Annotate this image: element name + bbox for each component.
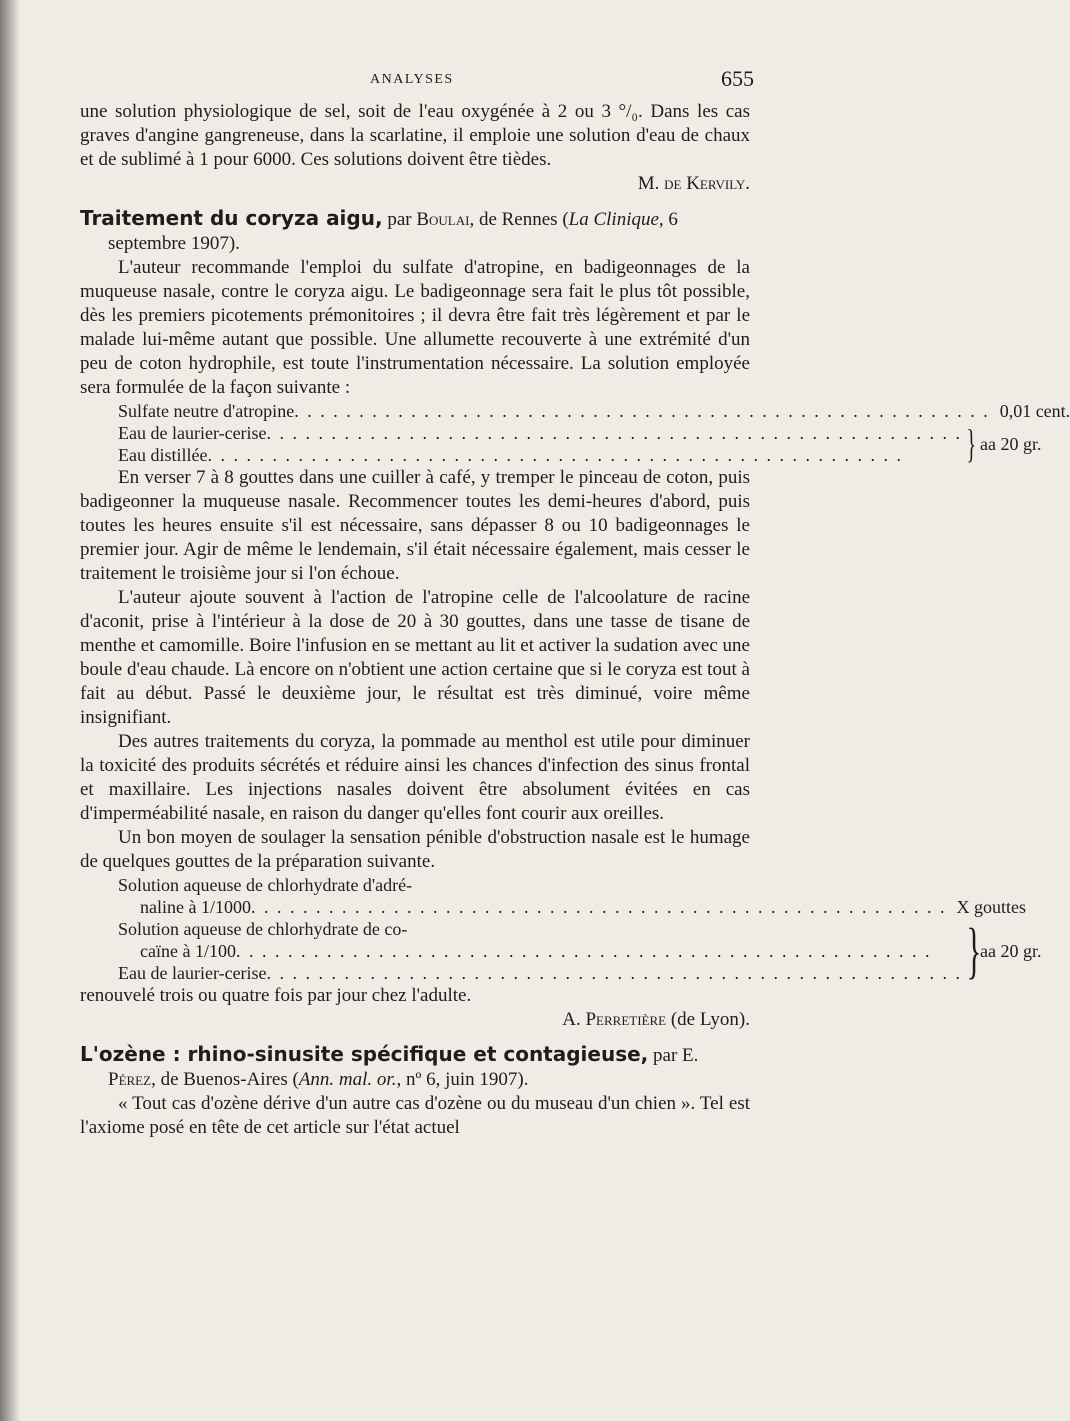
leader-dots	[251, 896, 947, 918]
ingredient-quantity: aa 20 gr.	[980, 941, 1042, 961]
paragraph: Un bon moyen de soulager la sensation pénible d'obstruction nasale est le humage de quelques gouttes de la préparation suivante.	[80, 827, 750, 872]
brace: }	[966, 917, 982, 985]
heading-date: , 6 septembre 1907).	[108, 209, 678, 254]
article-title: Traitement du coryza aigu,	[80, 206, 383, 230]
signature-kervily: M. de Kervily.	[637, 173, 750, 194]
prescription-line	[118, 896, 1026, 918]
ingredient-quantity: aa 20 gr.	[980, 434, 1042, 454]
paragraph: En verser 7 à 8 gouttes dans une cuiller à café, y tremper le pinceau de coton, puis badigeonner la muqueuse nasale. Recommencer toutes les demi-heures d'abord, puis toutes les heures ensuite s'il est nécessaire, sans dépasser 8 ou 10 badigeonnages le premier jour. Agir de même le lendemain, s'il était nécessaire également, mais cesser le traitement le troisième jour si l'on échoue.	[80, 467, 750, 584]
journal-name: La Clinique	[568, 209, 659, 230]
ingredient-name: Eau de laurier-cerise	[118, 423, 267, 443]
paragraph: L'auteur ajoute souvent à l'action de l'atropine celle de l'alcoolature de racine d'aconit, prise à l'intérieur à la dose de 20 à 30 gouttes, dans une tasse de tisane de menthe et camomille. Boire l'infusion en se mettant au lit et activer la sudation avec une boule d'eau chaude. Là encore on n'obtient une action certaine que si le coryza est tout à fait au début. Passé le deuxième jour, le résultat est très diminué, voire même insignifiant.	[80, 587, 750, 728]
prescription-group	[118, 917, 1042, 985]
leader-dots	[267, 422, 963, 444]
book-page	[80, 60, 1070, 1140]
article-author: Boulai	[416, 209, 470, 230]
prescription-group	[118, 421, 1042, 466]
heading-origin: , de Rennes (	[469, 209, 569, 230]
ingredient-name: Sulfate neutre d'atropine	[118, 401, 295, 421]
prescription-line	[118, 444, 962, 466]
prescription-adrenaline	[118, 874, 1042, 985]
leader-dots	[236, 940, 962, 962]
ingredient-name-cont: naline à 1/1000	[140, 897, 251, 917]
page-header	[80, 60, 754, 100]
prescription-line	[118, 400, 1070, 422]
heading-par: par	[648, 1045, 683, 1066]
prescription-line	[118, 918, 962, 940]
signature-place: (de Lyon).	[666, 1009, 750, 1030]
continued-paragraph: une solution physiologique de sel, soit de l'eau oxygénée à 2 ou 3 °/₀. Dans les cas graves d'angine gangreneuse, dans la scarlatine, il emploie une solution d'eau de chaux et de sublimé à 1 pour 6000. Ces solutions doivent être tièdes.	[80, 101, 750, 170]
article-heading-coryza	[80, 206, 750, 256]
paragraph-closing: renouvelé trois ou quatre fois par jour chez l'adulte.	[80, 985, 472, 1006]
leader-dots	[267, 962, 963, 984]
article-title: L'ozène : rhino-sinusite spécifique et contagieuse,	[80, 1042, 649, 1066]
heading-par: par	[382, 209, 417, 230]
prescription-line	[118, 962, 962, 984]
prescription-line	[118, 940, 962, 962]
running-head: ANALYSES	[370, 72, 454, 87]
paragraph: « Tout cas d'ozène dérive d'un autre cas d'ozène ou du museau d'un chien ». Tel est l'axiome posé en tête de cet article sur l'état actuel	[80, 1093, 750, 1138]
article-author: E. Pérez	[108, 1045, 699, 1090]
page-number: 655	[721, 66, 754, 91]
journal-name: Ann. mal. or.	[298, 1069, 397, 1090]
ingredient-name-cont: caïne à 1/100	[140, 941, 236, 961]
prescription-line	[118, 874, 750, 896]
ingredient-name: Solution aqueuse de chlorhydrate d'adré-	[118, 875, 413, 895]
ingredient-quantity: 0,01 cent.	[999, 401, 1070, 421]
paragraph: Des autres traitements du coryza, la pommade au menthol est utile pour diminuer la toxicité des produits sécrétés et réduire ainsi les chances d'infection des sinus frontal et maxillaire. Les injections nasales doivent être absolument évitées en cas d'imperméabilité nasale, en raison du danger qu'elles font courir aux oreilles.	[80, 731, 750, 824]
signature-name: A. Perretière	[562, 1009, 667, 1030]
signature-perretiere	[80, 1008, 750, 1032]
ingredient-name: Eau de laurier-cerise	[118, 963, 267, 983]
ingredient-quantity: X gouttes	[956, 897, 1026, 917]
page-binding-shadow	[0, 0, 20, 1421]
prescription-atropine	[118, 400, 1070, 466]
prescription-line	[118, 422, 962, 444]
ingredient-name: Solution aqueuse de chlorhydrate de co-	[118, 919, 408, 939]
leader-dots	[294, 400, 990, 422]
heading-origin: , de Buenos-Aires (	[151, 1069, 299, 1090]
paragraph: L'auteur recommande l'emploi du sulfate d'atropine, en badigeonnages de la muqueuse nasale, contre le coryza aigu. Le badigeonnage sera fait le plus tôt possible, dès les premiers picotements prémonitoires ; il devra être fait très légèrement et par le malade lui-même autant que possible. Une allumette recouverte à une extrémité d'un peu de coton hydrophile, est toute l'instrumentation nécessaire. La solution employée sera formulée de la façon suivante :	[80, 257, 750, 398]
article-heading-ozene	[80, 1042, 750, 1092]
heading-date: , nº 6, juin 1907).	[396, 1069, 529, 1090]
leader-dots	[207, 444, 962, 466]
brace: }	[966, 421, 977, 466]
ingredient-name: Eau distillée	[118, 445, 208, 465]
